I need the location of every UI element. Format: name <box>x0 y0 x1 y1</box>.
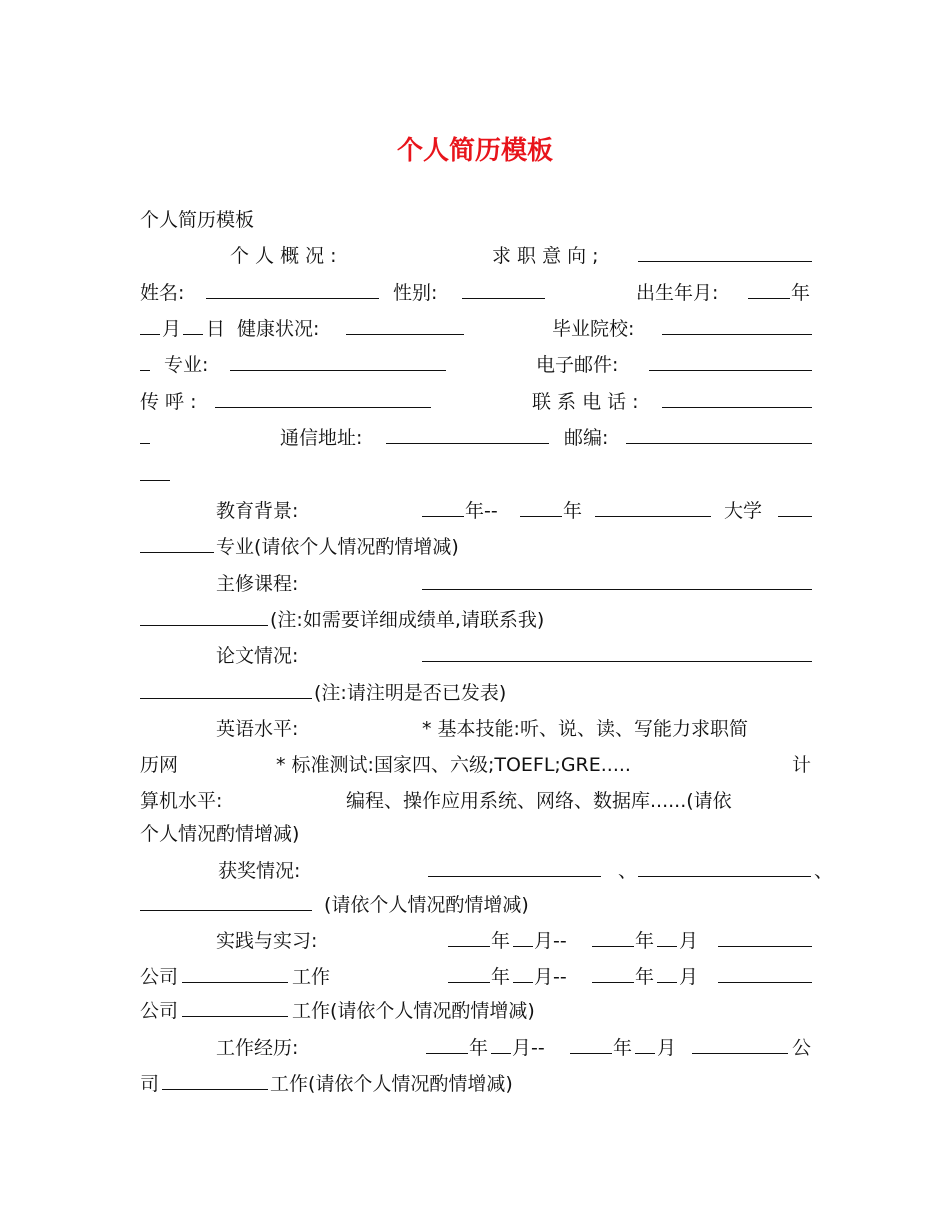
job-intent-label: 求 职 意 向 ; <box>492 245 599 267</box>
school-blank-tail <box>140 351 150 379</box>
line-thesis-note <box>140 679 812 707</box>
major-blank <box>230 351 446 379</box>
courses-note: (注:如需要详细成绩单,请联系我) <box>270 609 545 631</box>
awards-label: 获奖情况: <box>218 860 301 882</box>
practice-start-month-blank <box>513 927 533 955</box>
health-label: 健康状况: <box>237 318 320 340</box>
pager-blank <box>215 388 431 416</box>
thesis-blank-tail <box>140 679 312 707</box>
line-address <box>140 424 812 452</box>
birth-month-label: 月 <box>162 318 182 340</box>
school-blank <box>662 315 812 343</box>
practice2-start-year: 年 <box>491 966 511 988</box>
company-label-1: 公司 <box>140 966 179 988</box>
award-sep-1: 、 <box>618 860 638 882</box>
exp-end-month: 月 <box>657 1037 677 1059</box>
line-name <box>140 279 812 307</box>
line-experience-note <box>140 1070 812 1098</box>
subtitle-text: 个人简历模板 <box>140 209 255 231</box>
courses-label: 主修课程: <box>216 573 299 595</box>
phone-blank <box>662 388 812 416</box>
practice2-end-year-blank <box>592 963 634 991</box>
practice-work-note: 工作(请依个人情况酌情增减) <box>292 1000 535 1022</box>
line-courses <box>140 570 812 598</box>
english-label: 英语水平: <box>216 718 299 740</box>
practice-end-month-blank <box>657 927 677 955</box>
zipcode-label: 邮编: <box>564 427 609 449</box>
award-blank-1 <box>428 857 601 885</box>
practice-end-year-blank <box>592 927 634 955</box>
line-computer <box>140 787 812 815</box>
courses-blank-tail <box>140 606 268 634</box>
line-edu-major <box>140 533 812 561</box>
edu-end-year: 年 <box>563 500 583 522</box>
work-label-1: 工作 <box>292 966 331 988</box>
email-label: 电子邮件: <box>536 354 619 376</box>
exp-start-month-blank <box>491 1034 511 1062</box>
awards-note: (请依个人情况酌情增减) <box>324 894 529 916</box>
line-pager <box>140 388 812 416</box>
thesis-blank <box>422 642 812 670</box>
name-blank <box>206 279 379 307</box>
birth-year-label: 年 <box>791 282 811 304</box>
gender-label: 性别: <box>393 282 438 304</box>
line-awards <box>140 857 834 885</box>
edu-major-note: 专业(请依个人情况酌情增减) <box>216 536 459 558</box>
pager-label: 传 呼 : <box>140 391 197 413</box>
birth-month-blank <box>140 315 160 343</box>
name-label: 姓名: <box>140 282 185 304</box>
resume-net-text: 历网 <box>140 754 179 776</box>
practice-start-year: 年 <box>491 930 511 952</box>
award-blank-2 <box>638 857 811 885</box>
birth-day-blank <box>183 315 203 343</box>
calc-text: 计 <box>792 754 812 776</box>
exp-company-part1: 公 <box>792 1037 812 1059</box>
experience-label: 工作经历: <box>216 1037 299 1059</box>
school-label: 毕业院校: <box>552 318 635 340</box>
exp-company-blank <box>692 1034 788 1062</box>
practice-end-year: 年 <box>635 930 655 952</box>
exp-company-part2: 司 <box>140 1073 160 1095</box>
practice2-start-month: 月-- <box>534 966 567 988</box>
exp-start-month: 月-- <box>512 1037 545 1059</box>
phone-label: 联 系 电 话 : <box>532 391 639 413</box>
zipcode-blank-tail <box>140 461 170 489</box>
health-blank <box>346 315 464 343</box>
line-education <box>140 497 812 525</box>
line-awards-note <box>140 891 812 919</box>
line-zip-tail <box>140 461 812 489</box>
birth-year-blank <box>748 279 790 307</box>
award-blank-3 <box>140 891 312 919</box>
exp-end-month-blank <box>635 1034 655 1062</box>
email-blank <box>649 351 812 379</box>
address-blank <box>386 424 549 452</box>
computer-detail: 编程、操作应用系统、网络、数据库......(请依 <box>346 790 732 812</box>
thesis-note: (注:请注明是否已发表) <box>314 682 507 704</box>
exp-end-year: 年 <box>613 1037 633 1059</box>
birth-label: 出生年月: <box>636 282 719 304</box>
line-practice-2 <box>140 963 812 991</box>
company-label-2: 公司 <box>140 1000 179 1022</box>
line-subtitle <box>140 206 812 234</box>
practice-start-month: 月-- <box>534 930 567 952</box>
award-sep-2: 、 <box>814 860 834 882</box>
line-courses-note <box>140 606 812 634</box>
edu-start-blank <box>422 497 464 525</box>
phone-blank-tail <box>140 424 150 452</box>
practice-work-blank-1 <box>182 963 288 991</box>
practice-label: 实践与实习: <box>216 930 318 952</box>
basic-skill-text: * 基本技能:听、说、读、写能力求职简 <box>422 718 748 740</box>
practice-end-month: 月 <box>679 930 699 952</box>
practice2-company-blank <box>718 963 812 991</box>
exp-work-blank <box>162 1070 268 1098</box>
edu-end-blank <box>520 497 562 525</box>
line-experience <box>140 1034 812 1062</box>
practice-start-year-blank <box>448 927 490 955</box>
computer-label: 算机水平: <box>140 790 223 812</box>
line-practice-note <box>140 997 812 1025</box>
line-computer-tail <box>140 820 812 848</box>
thesis-label: 论文情况: <box>216 645 299 667</box>
university-label: 大学 <box>724 500 763 522</box>
practice-company-blank <box>718 927 812 955</box>
courses-blank <box>422 570 812 598</box>
line-practice <box>140 927 812 955</box>
gender-blank <box>462 279 545 307</box>
practice2-start-month-blank <box>513 963 533 991</box>
computer-tail: 个人情况酌情增减) <box>140 823 300 845</box>
line-std-test <box>140 751 812 779</box>
line-health <box>140 315 812 343</box>
exp-start-year: 年 <box>469 1037 489 1059</box>
exp-end-year-blank <box>570 1034 612 1062</box>
practice2-end-month-blank <box>657 963 677 991</box>
line-english <box>140 715 812 743</box>
overview-label: 个 人 概 况 : <box>230 245 337 267</box>
line-overview <box>140 242 812 270</box>
std-test-text: * 标准测试:国家四、六级;TOEFL;GRE..... <box>276 754 631 776</box>
exp-start-year-blank <box>426 1034 468 1062</box>
practice2-start-year-blank <box>448 963 490 991</box>
document-title: 个人简历模板 <box>396 136 553 166</box>
exp-work-note: 工作(请依个人情况酌情增减) <box>270 1073 513 1095</box>
line-major <box>140 351 812 379</box>
practice2-end-year: 年 <box>635 966 655 988</box>
university-blank <box>595 497 711 525</box>
edu-label: 教育背景: <box>216 500 299 522</box>
address-label: 通信地址: <box>280 427 363 449</box>
job-intent-blank <box>638 242 812 270</box>
line-thesis <box>140 642 812 670</box>
major-edu-blank-tail <box>140 533 214 561</box>
zipcode-blank <box>626 424 812 452</box>
major-label: 专业: <box>164 354 209 376</box>
edu-start-year: 年-- <box>465 500 498 522</box>
practice2-end-month: 月 <box>679 966 699 988</box>
birth-day-label: 日 <box>206 318 226 340</box>
practice-work-blank-2 <box>182 997 288 1025</box>
major-edu-blank <box>778 497 812 525</box>
